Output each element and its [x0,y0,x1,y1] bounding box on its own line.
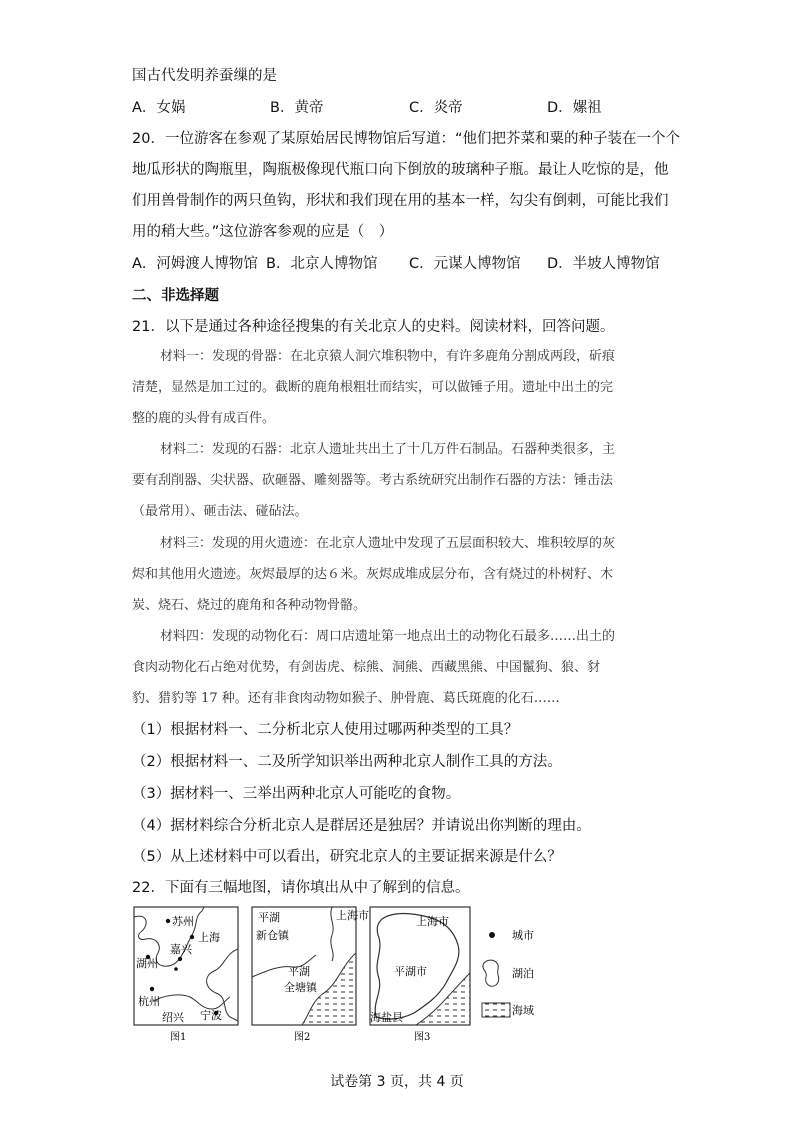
map1-label-jiaxing: 嘉兴 [170,943,192,956]
q21-sub-3: （3）据材料一、三举出两种北京人可能吃的食物。 [132,786,461,802]
material-4-line-3: 豹、猎豹等 17 种。还有非食肉动物如猴子、肿骨鹿、葛氏斑鹿的化石…… [132,691,560,706]
map3-caption: 图3 [414,1032,431,1043]
map3-label-pinghu-city: 平湖市 [394,965,427,978]
material-4-line-2: 食肉动物化石占绝对优势，有剑齿虎、棕熊、洞熊、西藏黑熊、中国鬣狗、狼、豺 [132,660,601,675]
q19-option-a[interactable]: A．女娲 [132,100,186,116]
map1-label-suzhou: 苏州 [172,915,194,928]
map2-label-quantangzhen: 全塘镇 [284,981,317,994]
material-2 [132,440,652,522]
map1-label-shanghai: 上海 [198,931,220,944]
q20-line-4: 用的稍大些。”这位游客参观的应是（ ） [132,224,394,240]
material-3-line-1: 材料三：发现的用火遗迹：在北京人遗址中发现了五层面积较大、堆积较厚的灰 [160,536,616,551]
lake-symbol-icon [483,960,499,986]
q20-option-a[interactable]: A．河姆渡人博物馆 [132,256,258,272]
map1-caption: 图1 [170,1032,187,1043]
q20-line-3: 们用兽骨制作的两只鱼钩，形状和我们现在用的基本一样，勾尖有倒刺，可能比我们 [132,193,669,209]
maps-figure [132,905,552,1045]
q21-stem: 21．以下是通过各种途径搜集的有关北京人的史料。阅读材料，回答问题。 [132,319,615,335]
map1-label-ningbo: 宁波 [200,1009,222,1022]
q20-line-1: 20．一位游客在参观了某原始居民博物馆后写道：“他们把芥菜和粟的种子装在一个个 [132,131,680,147]
map2-caption: 图2 [294,1032,311,1043]
q19-option-d[interactable]: D．嫘祖 [547,100,602,116]
map2-label-xincangzhen: 新仓镇 [256,929,289,942]
sea-symbol-icon [482,1003,510,1017]
material-3-line-2: 烬和其他用火遗迹。灰烬最厚的达６米。灰烬成堆成层分布，含有烧过的朴树籽、木 [132,567,614,582]
legend-sea: 海域 [512,1004,534,1017]
map2-label-shanghai-city: 上海市 [336,909,369,922]
map1-label-shaoxing: 绍兴 [162,1011,184,1024]
map-1 [134,907,238,1043]
q22-stem: 22．下面有三幅地图，请你填出从中了解到的信息。 [132,880,470,896]
material-2-line-1: 材料二：发现的石器：北京人遗址共出土了十几万件石制品。石器种类很多，主 [160,442,616,457]
material-1-line-3: 整的鹿的头骨有成百件。 [132,411,276,426]
map3-label-haiyan: 海盐县 [370,1011,403,1024]
material-4-line-1: 材料四：发现的动物化石：周口店遗址第一地点出土的动物化石最多……出土的 [160,629,616,644]
material-3-line-3: 炭、烧石、烧过的鹿角和各种动物骨骼。 [132,598,367,613]
material-2-line-2: 要有刮削器、尖状器、砍砸器、雕刻器等。考古系统研究出制作石器的方法：锤击法 [132,473,614,488]
map2-label-pinghu-1: 平湖 [258,911,280,924]
map-2 [252,907,369,1043]
q21-sub-2: （2）根据材料一、二及所学知识举出两种北京人制作工具的方法。 [132,754,562,770]
page-footer: 试卷第 3 页，共 4 页 [330,1074,464,1090]
q20-option-c[interactable]: C．元谋人博物馆 [409,256,521,272]
map3-label-shanghai-city: 上海市 [416,915,449,928]
q20-line-2: 地瓜形状的陶瓶里，陶瓶极像现代瓶口向下倒放的玻璃种子瓶。最让人吃惊的是，他 [132,162,669,178]
section-title: 二、非选择题 [132,288,219,304]
legend-city: 城市 [512,929,534,942]
q19-stem-tail: 国古代发明养蚕缫的是 [132,68,277,84]
material-3 [132,534,652,616]
q21-sub-5: （5）从上述材料中可以看出，研究北京人的主要证据来源是什么？ [132,849,562,865]
q19-option-c[interactable]: C．炎帝 [409,100,463,116]
q21-sub-4: （4）据材料综合分析北京人是群居还是独居？并请说出你判断的理由。 [132,818,591,834]
map-legend [482,929,534,1017]
material-1 [132,347,652,429]
q20-option-d[interactable]: D．半坡人博物馆 [547,256,660,272]
map1-label-hangzhou: 杭州 [138,995,160,1008]
map-3 [370,907,470,1043]
material-1-line-1: 材料一：发现的骨器：在北京猿人洞穴堆积物中，有许多鹿角分割成两段，斫痕 [160,349,616,364]
q21-sub-1: （1）根据材料一、二分析北京人使用过哪两种类型的工具？ [132,722,519,738]
q22-maps [132,905,552,1045]
map2-label-pinghu-2: 平湖 [288,965,310,978]
city-symbol-icon [489,932,495,938]
q20-option-b[interactable]: B．北京人博物馆 [266,256,378,272]
material-4 [132,627,652,709]
q19-option-b[interactable]: B．黄帝 [270,100,324,116]
material-2-line-3: （最常用）、砸击法、碰砧法。 [132,504,308,519]
legend-lake: 湖泊 [512,967,534,980]
map1-label-huzhou: 湖州 [136,957,158,970]
material-1-line-2: 清楚，显然是加工过的。截断的鹿角根粗壮而结实，可以做锤子用。遗址中出土的完 [132,380,614,395]
